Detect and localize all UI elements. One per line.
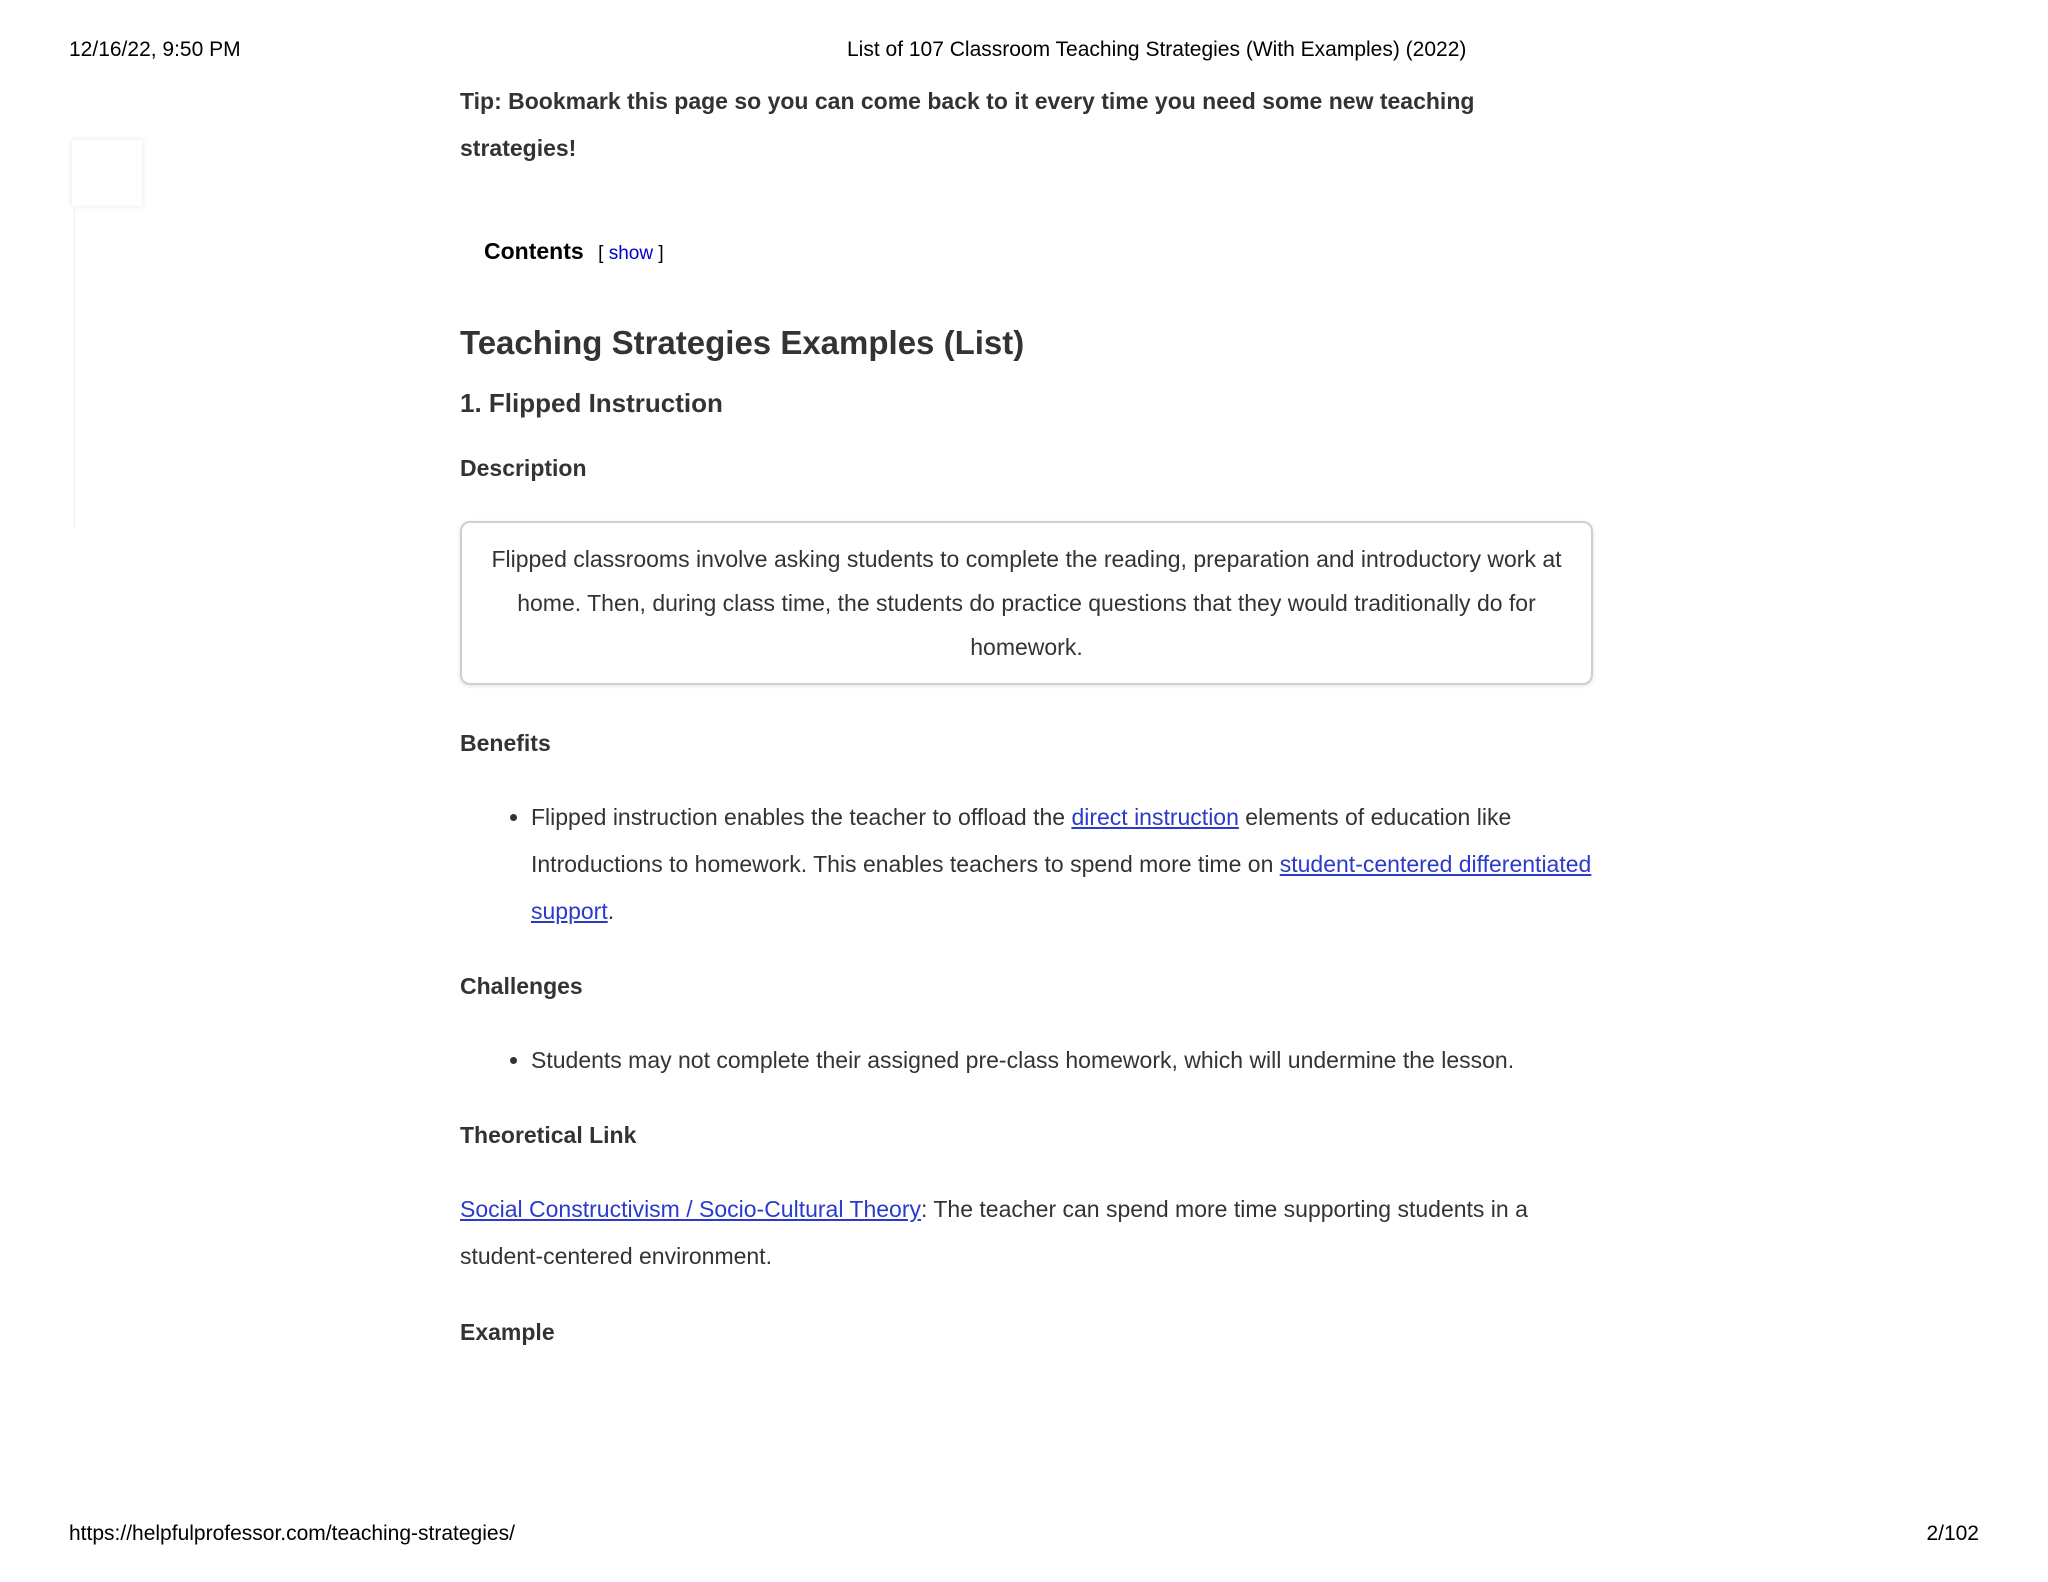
print-url: https://helpfulprofessor.com/teaching-strategies/	[69, 1522, 515, 1545]
print-date: 12/16/22, 9:50 PM	[69, 38, 241, 61]
differentiated-support-link[interactable]: student-centered differentiated support	[531, 851, 1592, 924]
benefits-list	[460, 794, 1595, 935]
description-heading: Description	[460, 455, 587, 481]
theoretical-link-heading: Theoretical Link	[460, 1122, 637, 1148]
side-share-widget	[72, 140, 142, 206]
print-page-number: 2/102	[1926, 1522, 1979, 1545]
print-document-title: List of 107 Classroom Teaching Strategies (With Examples) (2022)	[847, 38, 1467, 61]
benefit-text-2: elements of education like Introductions to homework. This enables teachers to spend more time on	[531, 804, 1512, 877]
benefit-text-1: Flipped instruction enables the teacher to offload the	[531, 804, 1072, 830]
toc-title: Contents	[484, 238, 584, 264]
toc-toggle	[598, 243, 663, 264]
toc-show-link[interactable]: show	[608, 243, 654, 264]
benefits-heading: Benefits	[460, 730, 551, 756]
description-box: Flipped classrooms involve asking students to complete the reading, preparation and introductory work at home. Then, during class time, the students do practice questions that they would traditionally do for homework.	[460, 521, 1593, 685]
social-constructivism-link[interactable]: Social Constructivism / Socio-Cultural Theory	[460, 1196, 922, 1222]
example-heading: Example	[460, 1319, 555, 1345]
table-of-contents	[484, 238, 1595, 268]
theory-text: : The teacher can spend more time supporting students in a student-centered environment.	[460, 1196, 1528, 1269]
theoretical-link-paragraph	[460, 1186, 1595, 1280]
list-item: • Students may not complete their assigned pre-class homework, which will undermine the lesson.	[531, 1037, 1595, 1084]
benefit-text-3: .	[607, 898, 615, 924]
direct-instruction-link[interactable]: direct instruction	[1071, 804, 1239, 830]
toc-bracket-open: [	[598, 243, 604, 264]
challenges-heading: Challenges	[460, 973, 583, 999]
strategy-title: 1. Flipped Instruction	[460, 388, 723, 418]
article-content	[460, 78, 1595, 1347]
toc-bracket-close: ]	[658, 243, 664, 264]
list-item	[531, 794, 1595, 935]
bookmark-tip: Tip: Bookmark this page so you can come back to it every time you need some new teaching strategies!	[460, 88, 1475, 161]
challenges-list	[460, 1037, 1595, 1084]
section-title: Teaching Strategies Examples (List)	[460, 324, 1025, 361]
side-divider	[74, 208, 75, 528]
